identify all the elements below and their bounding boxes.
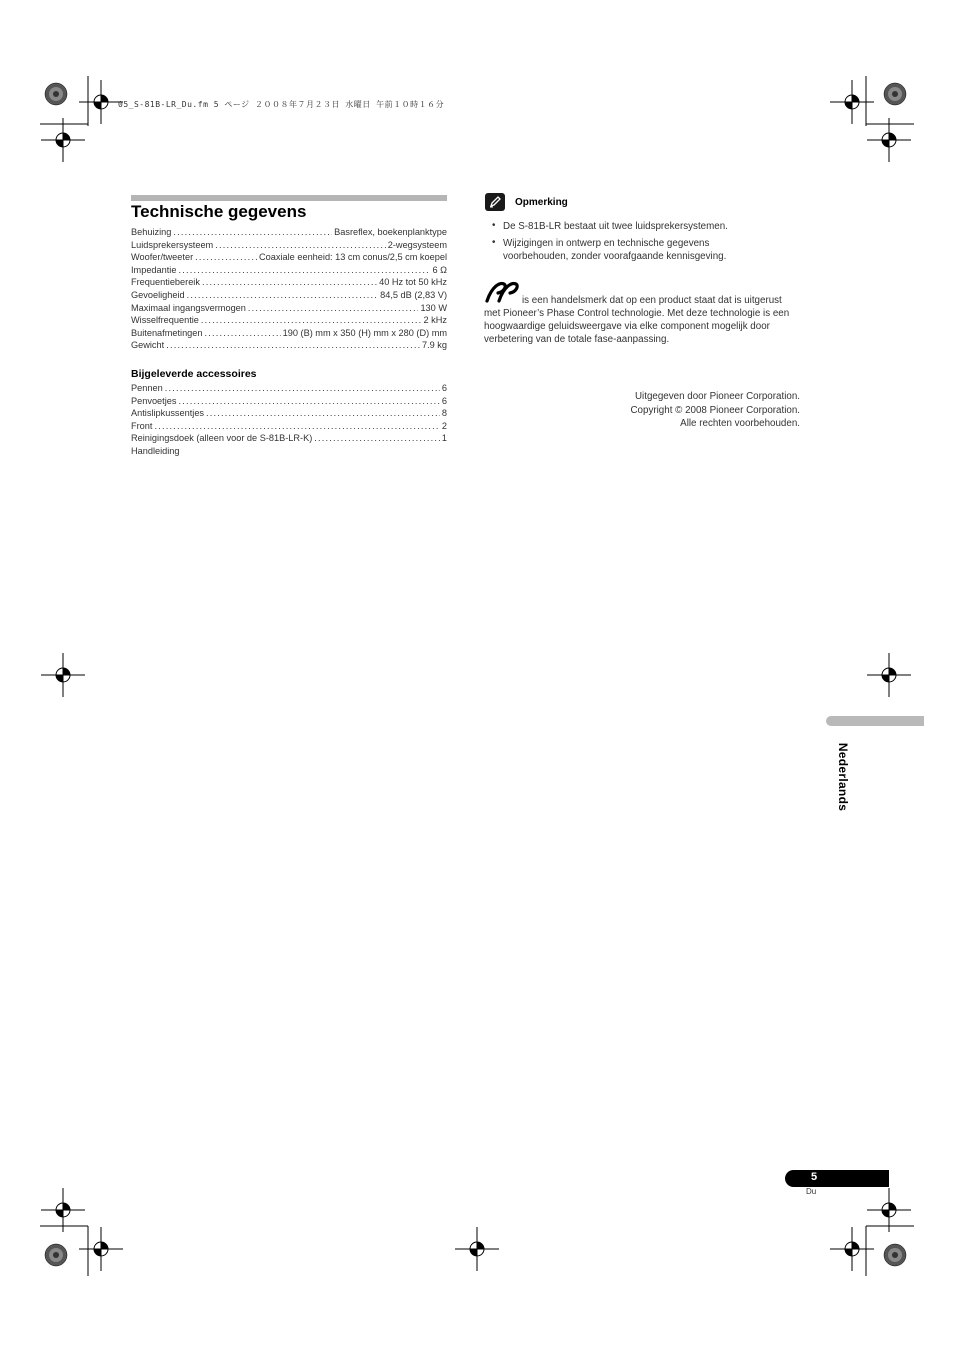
- accessory-row-label: Pennen: [131, 383, 163, 393]
- accessory-row-label: Reinigingsdoek (alleen voor de S-81B-LR-K): [131, 433, 313, 444]
- spec-row: [131, 249, 447, 262]
- dot-leader: [166, 340, 420, 350]
- spec-row-label: Wisselfrequentie: [131, 315, 199, 326]
- publisher-block: [630, 390, 800, 431]
- spec-row: [131, 337, 447, 350]
- language-tab-label: Nederlands: [836, 742, 850, 812]
- spec-row: [131, 287, 447, 300]
- note-bullet-1: De S-81B-LR bestaat uit twee luidsprekersystemen.: [503, 221, 728, 232]
- pencil-note-icon: [485, 193, 505, 211]
- accessory-row-label: Antislipkussentjes: [131, 408, 205, 419]
- spec-row: [131, 274, 447, 287]
- accessory-row: [131, 430, 447, 443]
- spec-row-value: 130 W: [420, 302, 447, 313]
- dot-leader: [314, 433, 440, 443]
- spec-row-label: Gewicht: [131, 340, 165, 351]
- accessory-row-value: 8: [441, 408, 447, 419]
- spec-row-label: Woofer/tweeter: [131, 252, 194, 263]
- spec-row: [131, 300, 447, 313]
- dot-leader: [195, 252, 257, 262]
- spec-row-label: Impedantie: [131, 264, 177, 275]
- dot-leader: [202, 277, 377, 287]
- dot-leader: [178, 396, 439, 406]
- accessories-heading: Bijgeleverde accessoires: [131, 368, 257, 380]
- accessory-row: [131, 380, 447, 393]
- note-title: Opmerking: [515, 197, 568, 208]
- dot-leader: [178, 265, 430, 275]
- spec-row-value: 84,5 dB (2,83 V): [380, 290, 447, 300]
- dot-leader: [173, 227, 332, 237]
- spec-row-value: 190 (B) mm x 350 (H) mm x 280 (D) mm: [282, 327, 447, 338]
- accessory-row: [131, 405, 447, 418]
- accessory-row-value: 6: [441, 383, 447, 393]
- section-title: Technische gegevens: [131, 202, 307, 221]
- dot-leader: [205, 328, 281, 338]
- dot-leader: [206, 408, 440, 418]
- accessory-row-value: 6: [441, 395, 447, 406]
- accessory-row: [131, 443, 447, 456]
- bullet-marker: •: [492, 237, 496, 248]
- dot-leader: [248, 303, 419, 313]
- spec-row: [131, 312, 447, 325]
- trademark-paragraph: [484, 294, 800, 346]
- page-number-badge: [785, 1170, 889, 1187]
- page-language-code: Du: [806, 1187, 817, 1196]
- spec-row-label: Maximaal ingangsvermogen: [131, 302, 246, 313]
- spec-row-value: Coaxiale eenheid: 13 cm conus/2,5 cm koepel: [259, 252, 447, 263]
- accessory-row-label: Front: [131, 420, 153, 431]
- spec-row-value: 2 kHz: [423, 315, 447, 326]
- accessory-row: [131, 418, 447, 431]
- dot-leader: [165, 383, 440, 393]
- spec-row-value: 2-wegsysteem: [387, 239, 447, 250]
- spec-row-value: Basreflex, boekenplanktype: [334, 227, 447, 237]
- dot-leader: [215, 240, 386, 250]
- publisher-line-3: Alle rechten voorbehouden.: [680, 418, 800, 429]
- spec-row-label: Luidsprekersysteem: [131, 239, 214, 250]
- spec-row-label: Behuizing: [131, 227, 172, 237]
- dot-leader: [187, 290, 378, 300]
- spec-row-label: Frequentiebereik: [131, 277, 200, 288]
- section-title-bar: [131, 195, 447, 201]
- trademark-text: is een handelsmerk dat op een product staat dat is uitgerust met Pioneer’s Phase Control technologie. Met deze technologie is een hoogwaardige geluidsweergave via elke component mogelijk door verbetering van de totale fase-aanpassing.: [484, 295, 790, 345]
- dot-leader: [154, 421, 439, 431]
- dot-leader: [201, 315, 422, 325]
- accessory-row-value: 2: [441, 420, 447, 431]
- accessory-row: [131, 393, 447, 406]
- spec-row: [131, 237, 447, 250]
- print-file-info: 05_S-81B-LR_Du.fm 5 ページ ２００８年７月２３日 水曜日 午前１０時１６分: [118, 100, 445, 109]
- spec-row: [131, 325, 447, 338]
- spec-row-value: 40 Hz tot 50 kHz: [379, 277, 447, 288]
- page-number: 5: [811, 1171, 818, 1183]
- accessory-row-label: Penvoetjes: [131, 395, 177, 406]
- spec-row-value: 6 Ω: [432, 264, 447, 275]
- spec-row: [131, 262, 447, 275]
- publisher-line-1: Uitgegeven door Pioneer Corporation.: [634, 391, 800, 402]
- note-bullet-2: Wijzigingen in ontwerp en technische gegevens voorbehouden, zonder voorafgaande kennisgeving.: [503, 238, 727, 262]
- spec-row-label: Buitenafmetingen: [131, 327, 203, 338]
- spec-row-label: Gevoeligheid: [131, 290, 185, 300]
- accessory-row-value: 1: [441, 433, 447, 444]
- bullet-marker: •: [492, 220, 496, 231]
- accessory-row-label: Handleiding: [131, 446, 180, 456]
- spec-row-value: 7.9 kg: [421, 340, 447, 351]
- spec-row: [131, 224, 447, 237]
- publisher-line-2: Copyright © 2008 Pioneer Corporation.: [630, 404, 800, 416]
